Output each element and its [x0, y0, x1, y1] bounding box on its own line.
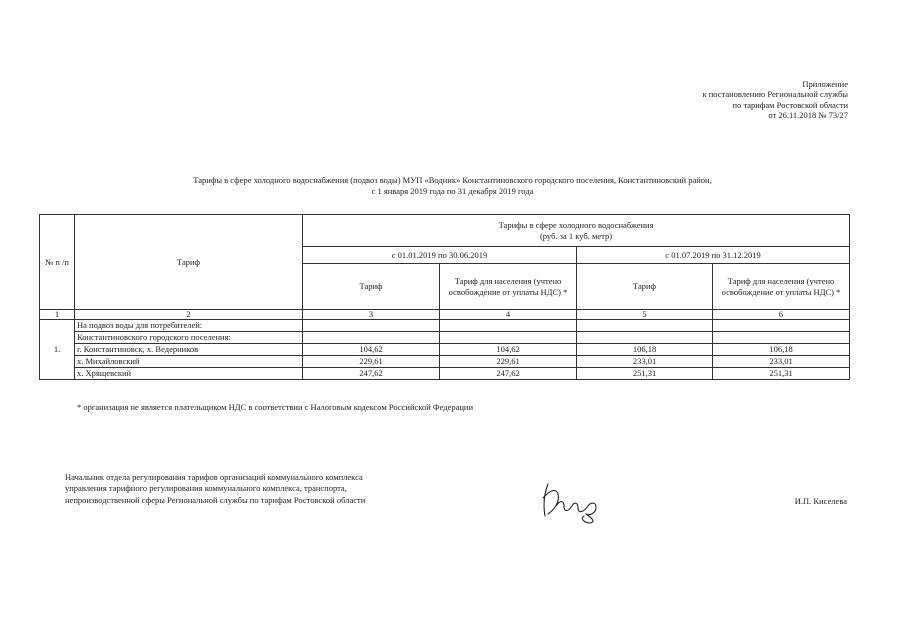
footnote: * организация не является плательщиком НДС в соответствии с Налоговым кодексом Российской Федерации [77, 402, 474, 412]
col-number: 2 [75, 310, 303, 320]
col-number: 4 [440, 310, 577, 320]
header-tariff: Тариф [75, 215, 303, 310]
row-name: г. Константиновск, х. Ведерников [75, 344, 303, 356]
appendix-line: к постановлению Региональной службы [702, 89, 848, 100]
handwritten-signature-icon [534, 476, 606, 524]
header-group-line2: (руб. за 1 куб. метр) [539, 230, 613, 241]
header-group-line1: Тарифы в сфере холодного водоснабжения [498, 219, 654, 230]
cell-value [713, 332, 850, 344]
header-group [303, 215, 850, 247]
header-sub-tariff: Тариф [303, 264, 440, 310]
row-name: х. Хрящевский [75, 368, 303, 380]
signatory-position [65, 472, 365, 506]
position-line: Начальник отдела регулирования тарифов организаций коммунального комплекса [65, 472, 363, 482]
cell-value [440, 332, 577, 344]
header-period-1: с 01.01.2019 по 30.06.2019 [303, 247, 577, 264]
cell-value: 106,18 [713, 344, 850, 356]
header-period-2: с 01.07.2019 по 31.12.2019 [577, 247, 850, 264]
signer-name: И.П. Киселева [794, 496, 847, 506]
cell-value: 233,01 [577, 356, 713, 368]
row-name: На подвоз воды для потребителей: [75, 320, 303, 332]
row-name: Константиновского городского поселения: [75, 332, 303, 344]
position-line: непроизводственной сферы Региональной службы по тарифам Ростовской области [65, 494, 366, 505]
tariff-table [39, 214, 850, 380]
appendix-block [702, 79, 848, 121]
row-number: 1. [40, 320, 75, 380]
document-title [60, 175, 845, 197]
cell-value: 247,62 [303, 368, 440, 380]
table-row [40, 320, 850, 332]
position-line: управления тарифного регулирования коммунального комплекса, транспорта, [65, 483, 347, 494]
table-row [40, 344, 850, 356]
appendix-line: от 26.11.2018 № 73/27 [768, 110, 848, 121]
table-row [40, 368, 850, 380]
cell-value [303, 332, 440, 344]
cell-value: 106,18 [577, 344, 713, 356]
cell-value: 104,62 [440, 344, 577, 356]
header-sub-population: Тариф для населения (учтено освобождение от уплаты НДС) * [713, 264, 850, 310]
appendix-line: по тарифам Ростовской области [732, 99, 848, 110]
cell-value: 229,61 [303, 356, 440, 368]
appendix-line: Приложение [802, 79, 848, 89]
cell-value [713, 320, 850, 332]
header-sub-population: Тариф для населения (учтено освобождение от уплаты НДС) * [440, 264, 577, 310]
cell-value: 251,31 [713, 368, 850, 380]
cell-value: 247,62 [440, 368, 577, 380]
cell-value: 229,61 [440, 356, 577, 368]
table-row [40, 356, 850, 368]
col-number: 6 [713, 310, 850, 320]
cell-value: 233,01 [713, 356, 850, 368]
header-sub-tariff: Тариф [577, 264, 713, 310]
title-line-1: Тарифы в сфере холодного водоснабжения (подвоз воды) МУП «Водник» Константиновского городского поселения, Константиновский район, [193, 175, 712, 185]
header-number: № п /п [40, 215, 75, 310]
cell-value [577, 332, 713, 344]
cell-value [577, 320, 713, 332]
col-number: 3 [303, 310, 440, 320]
cell-value [303, 320, 440, 332]
cell-value: 104,62 [303, 344, 440, 356]
col-number: 5 [577, 310, 713, 320]
cell-value [440, 320, 577, 332]
cell-value: 251,31 [577, 368, 713, 380]
table-row [40, 332, 850, 344]
title-line-2: с 1 января 2019 года по 31 декабря 2019 года [371, 186, 534, 196]
row-name: х. Михайловский [75, 356, 303, 368]
col-number: 1 [40, 310, 75, 320]
